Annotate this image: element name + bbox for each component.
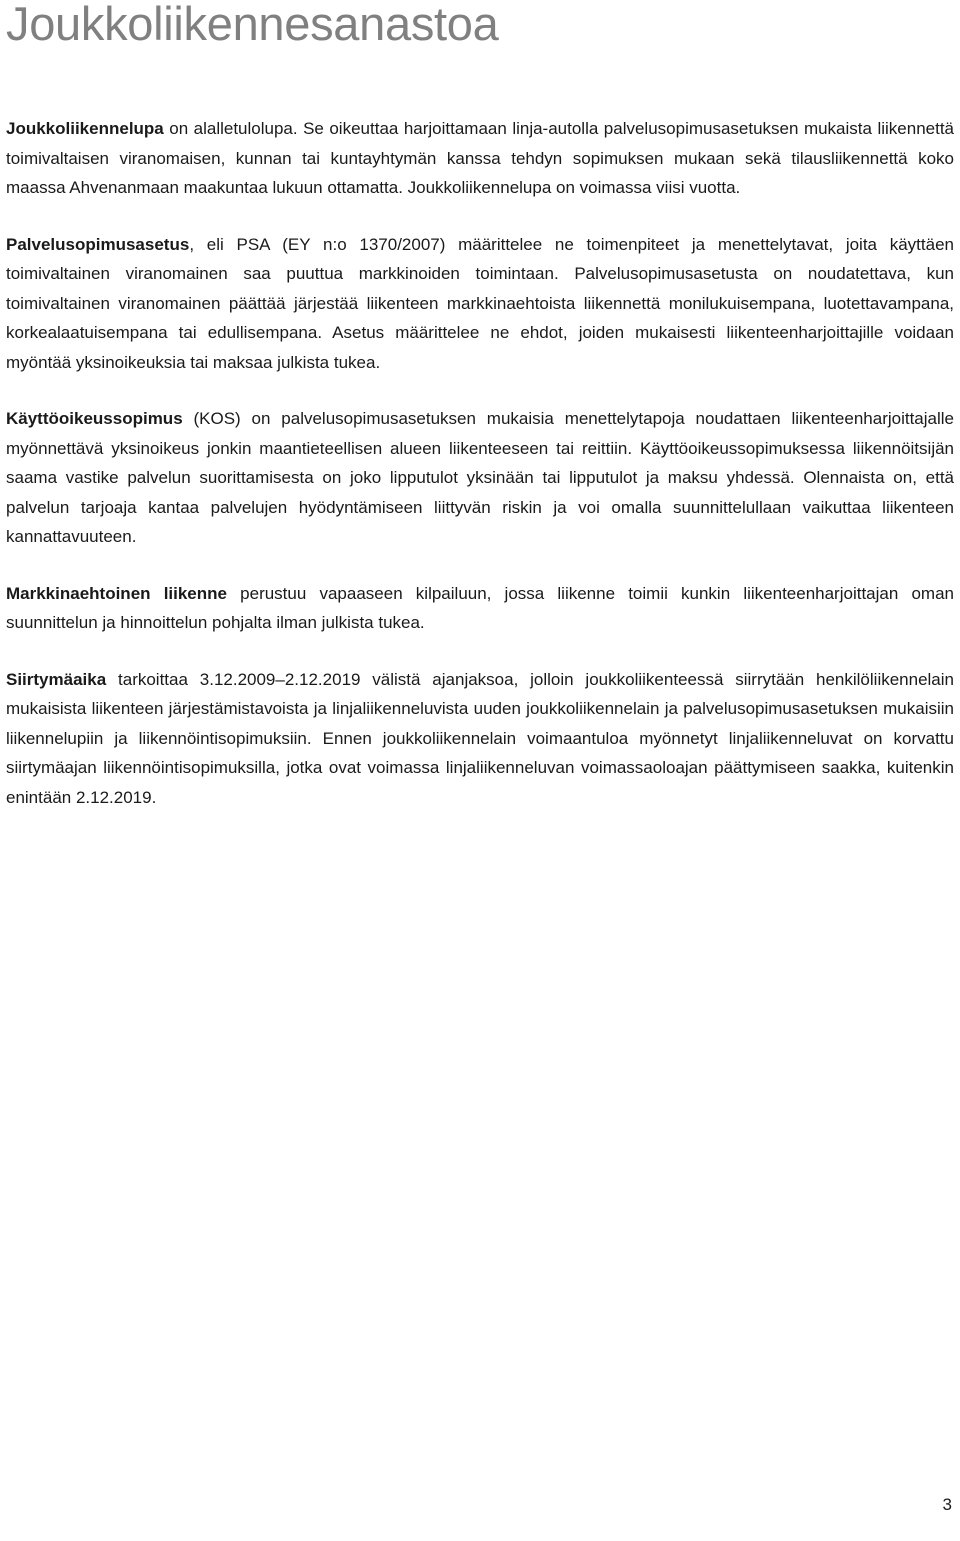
term-heading: Palvelusopimusasetus <box>6 234 190 254</box>
page-title: Joukkoliikennesanastoa <box>6 0 499 50</box>
definition-palvelusopimusasetus <box>6 230 954 378</box>
definition-markkinaehtoinen-liikenne <box>6 579 954 638</box>
definition-joukkoliikennelupa <box>6 114 954 203</box>
definition-text: perustuu vapaaseen kilpailuun, jossa liikenne toimii kunkin liikenteenharjoittajan oman suunnittelun ja hinnoittelun pohjalta ilman julkista tukea. <box>6 583 954 632</box>
definition-text: , eli PSA (EY n:o 1370/2007) määrittelee ne toimenpiteet ja menettelytavat, joita käyttäen toimivaltainen viranomainen saa puuttua markkinoiden toimintaan. Palvelusopimusasetusta on noudatettava, kun toimivaltainen viranomainen päättää järjestää liikenteen markkinaehtoista liikennettä monilukuisempana, luotettavampana, korkealaatuisempana tai edullisempana. Asetus määrittelee ne ehdot, joiden mukaisesti liikenteenharjoittajille voidaan myöntää yksinoikeuksia tai maksaa julkista tukea. <box>6 234 954 372</box>
term-heading: Siirtymäaika <box>6 669 107 689</box>
definition-text: (KOS) on palvelusopimusasetuksen mukaisia menettelytapoja noudattaen liikenteenharjoittajalle myönnettävä yksinoikeus jonkin maantieteellisen alueen liikenteeseen tai reittiin. Käyttöoikeussopimuksessa liikennöitsijän saama vastike palvelun suorittamisesta on joko lipputulot yksinään tai lipputulot ja maksu yhdessä. Olennaista on, että palvelun tarjoaja kantaa palvelujen hyödyntämiseen liittyvän riskin ja voi omalla suunnittelullaan vaikuttaa liikenteen kannattavuuteen. <box>6 409 954 546</box>
term-heading: Markkinaehtoinen liikenne <box>6 583 227 603</box>
definition-siirtymaaika <box>6 665 954 813</box>
definition-text: on alalletulolupa. Se oikeuttaa harjoittamaan linja-autolla palvelusopimusasetuksen mukaista liikennettä toimivaltaisen viranomaisen, kunnan tai kuntayhtymän kanssa tehdyn sopimuksen mukaan sekä tilausliikennettä koko maassa Ahvenanmaan maakuntaa lukuun ottamatta. Joukkoliikennelupa on voimassa viisi vuotta. <box>6 119 954 197</box>
definition-text: tarkoittaa 3.12.2009–2.12.2019 välistä ajanjaksoa, jolloin joukkoliikenteessä siirrytään henkilöliikennelain mukaisista liikenteen järjestämistavoista ja linjaliikenneluvista uuden joukkoliikennelain ja palvelusopimusasetuksen mukaisiin liikennelupiin ja liikennöintisopimuksiin. Ennen joukkoliikennelain voimaantuloa myönnetyt linjaliikenneluvat on korvattu siirtymäajan liikennöintisopimuksilla, jotka ovat voimassa linjaliikenneluvan voimassaoloajan päättymiseen saakka, kuitenkin enintään 2.12.2019. <box>6 669 954 807</box>
document-body <box>6 114 954 839</box>
definition-kayttooikeussopimus <box>6 404 954 552</box>
page-number: 3 <box>942 1495 952 1514</box>
term-heading: Käyttöoikeussopimus <box>6 409 183 428</box>
term-heading: Joukkoliikennelupa <box>6 119 164 138</box>
